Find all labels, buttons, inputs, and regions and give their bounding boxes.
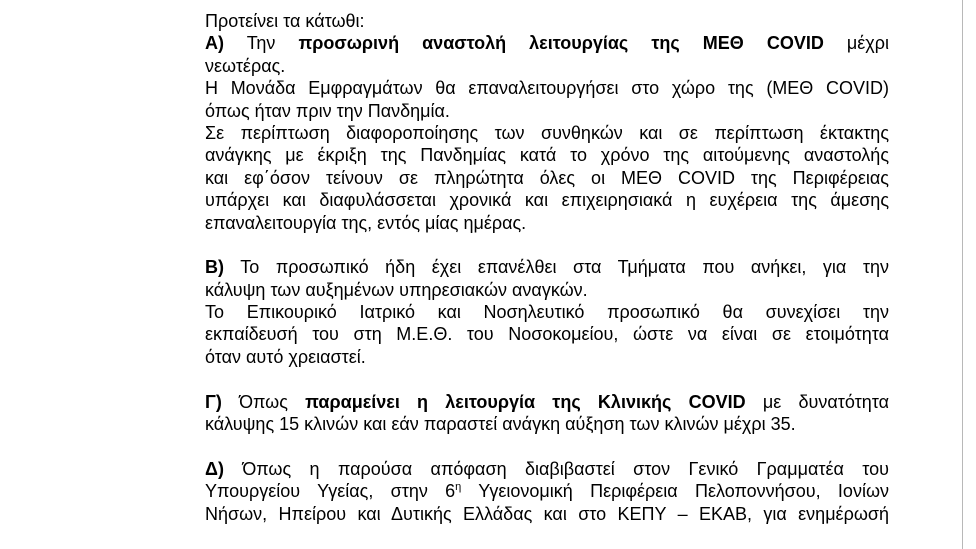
section-b-line-4: εκπαίδευσή του στη Μ.Ε.Θ. του Νοσοκομείου, ώστε να είναι σε ετοιμότητα <box>205 324 889 345</box>
section-a-line-2: νεωτέρας. <box>205 55 286 76</box>
paragraph-gap <box>205 368 889 390</box>
section-d-superscript: η <box>455 481 462 494</box>
paragraph-gap <box>205 435 889 457</box>
section-a-line-4: όπως ήταν πριν την Πανδημία. <box>205 100 450 121</box>
section-d-line-3: Νήσων, Ηπείρου και Δυτικής Ελλάδας και στο ΚΕΠΥ – ΕΚΑΒ, για ενημέρωσή <box>205 503 889 524</box>
section-d-line-2 <box>205 480 889 502</box>
document-body <box>205 10 889 525</box>
section-a-line-3: Η Μονάδα Εμφραγμάτων θα επαναλειτουργήσει στο χώρο της (ΜΕΘ COVID) <box>205 78 889 99</box>
section-d-marker: Δ) <box>205 458 224 479</box>
section-b-line-3: Το Επικουρικό Ιατρικό και Νοσηλευτικό προσωπικό θα συνεχίσει την <box>205 302 889 323</box>
section-a-line-7: και εφ΄όσον τείνουν σε πληρώτητα όλες οι ΜΕΘ COVID της Περιφέρειας <box>205 167 889 188</box>
section-c-marker: Γ) <box>205 391 222 412</box>
section-b-marker: Β) <box>205 257 224 278</box>
section-a-line-1 <box>205 32 889 54</box>
section-c-text-2: με δυνατότητα <box>745 391 889 412</box>
section-c-line-2: κάλυψης 15 κλινών και εάν παραστεί ανάγκη αύξηση των κλινών μέχρι 35. <box>205 414 796 435</box>
section-b-line-1 <box>205 256 889 278</box>
section-c-line-1 <box>205 391 889 413</box>
section-c-text-1: Όπως <box>221 391 306 412</box>
section-a-line-9: επαναλειτουργία της, εντός μίας ημέρας. <box>205 212 527 233</box>
page-edge-divider <box>962 0 963 549</box>
section-a-text-1: Την <box>224 33 299 54</box>
section-d-text-2b: Υγειονομική Περιφέρεια Πελοποννήσου, Ιονίων <box>461 481 889 502</box>
section-a-line-6: ανάγκης με έκριξη της Πανδημίας κατά το χρόνο της αιτούμενης αναστολής <box>205 145 889 166</box>
section-b-line-5: όταν αυτό χρειαστεί. <box>205 346 366 367</box>
section-a-marker: Α) <box>205 33 224 54</box>
paragraph-gap <box>205 234 889 256</box>
section-c-bold-phrase: παραμείνει η λειτουργία της Κλινικής COVID <box>305 391 746 412</box>
section-d-text-1: Όπως η παρούσα απόφαση διαβιβαστεί στον Γενικό Γραμματέα του <box>223 458 889 479</box>
section-b-text-1: Το προσωπικό ήδη έχει επανέλθει στα Τμήματα που ανήκει, για την <box>224 257 889 278</box>
section-d-line-1 <box>205 458 889 480</box>
section-a-text-2: μέχρι <box>823 33 889 54</box>
section-a-bold-phrase: προσωρινή αναστολή λειτουργίας της ΜΕΘ COVID <box>298 33 824 54</box>
intro-line: Προτείνει τα κάτωθι: <box>205 11 365 31</box>
section-b-line-2: κάλυψη των αυξημένων υπηρεσιακών αναγκών. <box>205 279 588 300</box>
section-a-line-8: υπάρχει και διαφυλάσσεται χρονικά και επιχειρησιακά η ευχέρεια της άμεσης <box>205 190 889 211</box>
section-a-line-5: Σε περίπτωση διαφοροποίησης των συνθηκών και σε περίπτωση έκτακτης <box>205 122 889 143</box>
section-d-text-2a: Υπουργείου Υγείας, στην 6 <box>205 481 456 502</box>
